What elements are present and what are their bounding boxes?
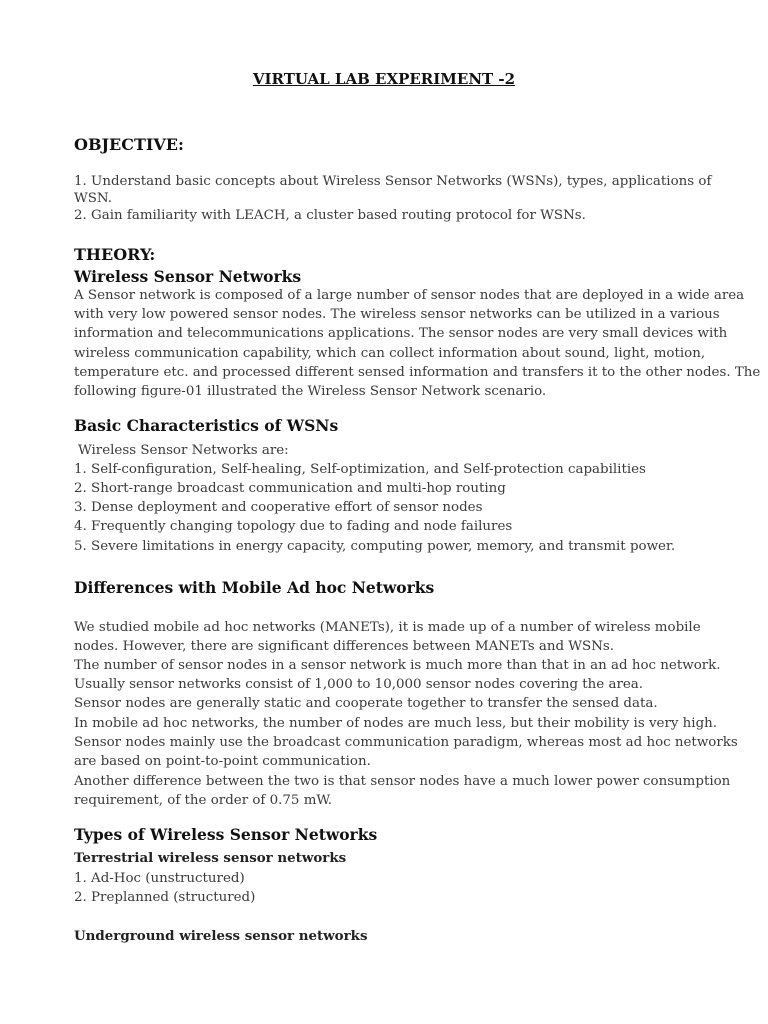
theory-heading: THEORY: bbox=[74, 245, 156, 264]
objective-item-1: 1. Understand basic concepts about Wireless Sensor Networks (WSNs), types, applications of bbox=[74, 174, 712, 189]
characteristics-item: 3. Dense deployment and cooperative effort of sensor nodes bbox=[74, 500, 483, 515]
wsn-paragraph-line: with very low powered sensor nodes. The wireless sensor networks can be utilized in a various bbox=[74, 307, 720, 322]
differences-line: Usually sensor networks consist of 1,000 to 10,000 sensor nodes covering the area. bbox=[74, 677, 644, 692]
differences-line: In mobile ad hoc networks, the number of nodes are much less, but their mobility is very high. bbox=[74, 716, 718, 731]
wsn-paragraph-line: information and telecommunications applications. The sensor nodes are very small devices with bbox=[74, 326, 728, 341]
characteristics-item: 4. Frequently changing topology due to fading and node failures bbox=[74, 519, 513, 534]
characteristics-item: 2. Short-range broadcast communication and multi-hop routing bbox=[74, 481, 506, 496]
differences-line: Another difference between the two is that sensor nodes have a much lower power consumption bbox=[74, 774, 731, 789]
differences-heading: Differences with Mobile Ad hoc Networks bbox=[74, 578, 435, 597]
characteristics-item: 5. Severe limitations in energy capacity, computing power, memory, and transmit power. bbox=[74, 539, 676, 554]
differences-line: The number of sensor nodes in a sensor network is much more than that in an ad hoc network. bbox=[74, 658, 721, 673]
wsn-heading: Wireless Sensor Networks bbox=[74, 267, 302, 286]
differences-line: are based on point-to-point communication. bbox=[74, 754, 371, 769]
differences-line: We studied mobile ad hoc networks (MANETs), it is made up of a number of wireless mobile bbox=[74, 620, 701, 635]
terrestrial-item: 1. Ad-Hoc (unstructured) bbox=[74, 871, 245, 886]
objective-heading: OBJECTIVE: bbox=[74, 135, 184, 154]
document-title: VIRTUAL LAB EXPERIMENT -2 bbox=[252, 70, 516, 88]
wsn-paragraph-line: wireless communication capability, which can collect information about sound, light, motion, bbox=[74, 346, 706, 361]
characteristics-intro: Wireless Sensor Networks are: bbox=[78, 443, 289, 458]
types-heading: Types of Wireless Sensor Networks bbox=[74, 825, 378, 844]
wsn-paragraph-line: following figure-01 illustrated the Wireless Sensor Network scenario. bbox=[74, 384, 547, 399]
underground-heading: Underground wireless sensor networks bbox=[74, 928, 368, 944]
wsn-paragraph-line: temperature etc. and processed different sensed information and transfers it to the other nodes. The bbox=[74, 365, 761, 380]
objective-item-2: 2. Gain familiarity with LEACH, a cluster based routing protocol for WSNs. bbox=[74, 208, 586, 223]
characteristics-heading: Basic Characteristics of WSNs bbox=[74, 416, 339, 435]
terrestrial-heading: Terrestrial wireless sensor networks bbox=[74, 850, 347, 866]
terrestrial-item: 2. Preplanned (structured) bbox=[74, 890, 256, 905]
differences-line: Sensor nodes are generally static and cooperate together to transfer the sensed data. bbox=[74, 696, 658, 711]
differences-line: requirement, of the order of 0.75 mW. bbox=[74, 793, 333, 808]
characteristics-item: 1. Self-configuration, Self-healing, Self-optimization, and Self-protection capabilities bbox=[74, 462, 646, 477]
objective-item-1-cont: WSN. bbox=[74, 191, 113, 206]
differences-line: nodes. However, there are significant differences between MANETs and WSNs. bbox=[74, 639, 615, 654]
wsn-paragraph-line: A Sensor network is composed of a large number of sensor nodes that are deployed in a wide area bbox=[74, 288, 745, 303]
differences-line: Sensor nodes mainly use the broadcast communication paradigm, whereas most ad hoc networks bbox=[74, 735, 738, 750]
